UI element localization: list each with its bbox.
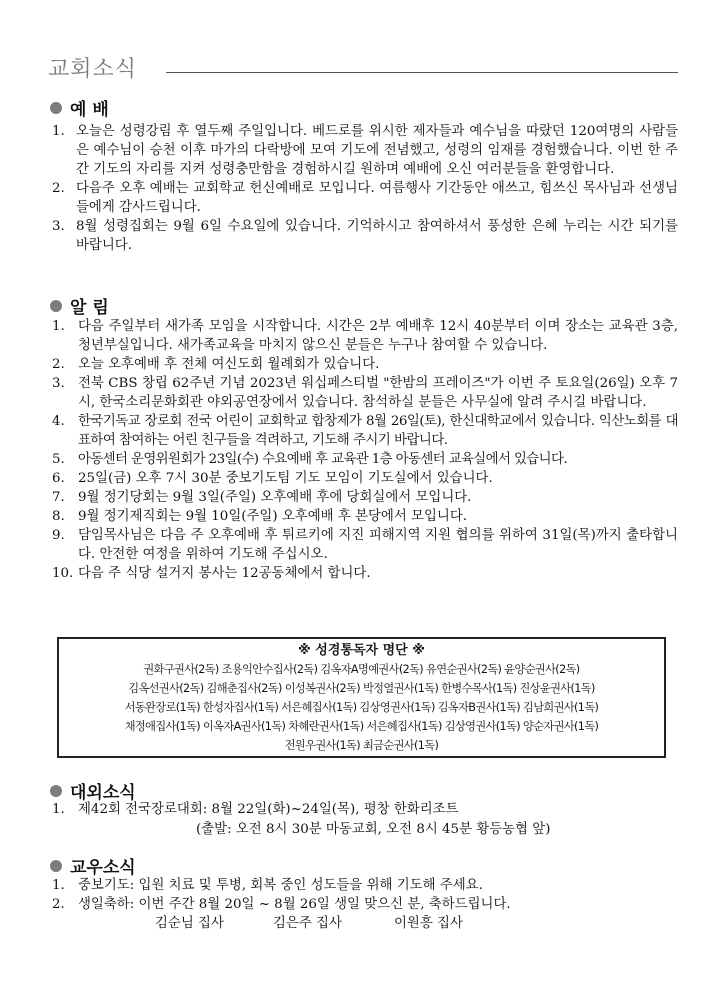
external-item-number: 1. (52, 802, 65, 817)
circle-bullet-icon (50, 785, 62, 797)
list-item (50, 564, 678, 583)
list-item (50, 469, 678, 488)
worship-list (50, 122, 678, 255)
list-item (50, 217, 678, 255)
item-number: 3. (52, 376, 65, 391)
members-item-text: 생일축하: 이번 주간 8월 20일 ~ 8월 26일 생일 맞으신 분, 축하드립니다. (78, 897, 511, 912)
list-item (50, 412, 678, 450)
item-text: 전북 CBS 창립 62주년 기념 2023년 워십페스티벌 "한밤의 프레이즈"가 이번 주 토요일(26일) 오후 7시, 한국소리문화회관 야외공연장에서 있습니다. 참석하실 분들은 사무실에 알려 주시길 바랍니다. (78, 376, 678, 410)
item-text: 다음 주일부터 새가족 모임을 시작합니다. 시간은 2부 예배후 12시 40분부터 이며 장소는 교육관 3층, 청년부실입니다. 새가족교육을 마치지 않으신 분들은 누구나 참여할 수 있습니다. (78, 319, 678, 353)
section-header (48, 52, 678, 86)
item-text: 25일(금) 오후 7시 30분 중보기도팀 기도 모임이 기도실에서 있습니다. (78, 471, 493, 486)
item-text: 오늘은 성령강림 후 열두째 주일입니다. 베드로를 위시한 제자들과 예수님을 따랐던 120여명의 사람들은 예수님이 승천 이후 마가의 다락방에 모여 기도에 전념했고, 성령의 임재를 경험했습니다. 이번 한 주간 기도의 자리를 지켜 성령충만함을 경험하시길 원하며 예배에 오신 여러분들을 환영합니다. (76, 124, 678, 177)
notice-title: 알 림 (70, 298, 109, 318)
item-text: 9월 정기당회는 9월 3일(주일) 오후예배 후에 당회실에서 모입니다. (78, 490, 472, 505)
list-item (50, 526, 678, 564)
external-title: 대외소식 (70, 783, 136, 803)
item-text: 오늘 오후예배 후 전체 여신도회 월례회가 있습니다. (78, 357, 380, 372)
item-text: 담임목사님은 다음 주 오후예배 후 튀르키에 지진 피해지역 지원 협의를 위하여 31일(목)까지 출타합니다. 안전한 여정을 위하여 기도해 주십시오. (78, 528, 678, 562)
item-number: 2. (52, 181, 65, 196)
header-divider (166, 72, 678, 73)
worship-heading (50, 95, 109, 120)
list-item (50, 374, 678, 412)
item-text: 아동센터 운영위원회가 23일(수) 수요예배 후 교육관 1층 아동센터 교육실에서 있습니다. (78, 452, 567, 467)
item-number: 9. (52, 528, 65, 543)
members-heading (50, 853, 136, 878)
circle-bullet-icon (50, 300, 62, 312)
item-text: 한국기독교 장로회 전국 어린이 교회학교 합창제가 8월 26일(토), 한신대학교에서 있습니다. 익산노회를 대표하여 참여하는 어린 친구들을 격려하고, 기도해 주시기 바랍니다. (78, 414, 678, 448)
members-item-number: 1. (52, 878, 65, 893)
list-item (50, 122, 678, 179)
notice-list (50, 317, 678, 583)
birthday-name: 이원흥 집사 (394, 916, 463, 931)
readers-title: ※ 성경통독자 명단 ※ (298, 643, 425, 658)
members-item-number: 2. (52, 897, 65, 912)
circle-bullet-icon (50, 102, 62, 114)
item-number: 7. (52, 490, 65, 505)
page-title: 교회소식 (48, 57, 138, 82)
readers-line: 권화구권사(2독) 조용익안수집사(2독) 김옥자A명예권사(2독) 유연순권사(2독) 윤양순권사(2독) (143, 663, 580, 676)
list-item (50, 317, 678, 355)
worship-title: 예 배 (70, 100, 109, 120)
external-item-subtext: (출발: 오전 8시 30분 마동교회, 오전 8시 45분 황등농협 앞) (196, 822, 551, 837)
list-item (50, 450, 678, 469)
item-number: 1. (52, 319, 65, 334)
readers-line: 서동완장로(1독) 한성자집사(1독) 서은혜집사(1독) 김상영권사(1독) 김옥자B권사(1독) 김남희권사(1독) (124, 701, 599, 714)
members-title: 교우소식 (70, 858, 136, 878)
item-text: 8월 성령집회는 9월 6일 수요일에 있습니다. 기억하시고 참여하셔서 풍성한 은혜 누리는 시간 되기를 바랍니다. (76, 219, 678, 253)
item-number: 8. (52, 509, 65, 524)
item-text: 9월 정기제직회는 9월 10일(주일) 오후예배 후 본당에서 모입니다. (78, 509, 468, 524)
list-item (50, 179, 678, 217)
external-item-text: 제42회 전국장로대회: 8월 22일(화)~24일(목), 평창 한화리조트 (78, 802, 459, 817)
members-item-text: 중보기도: 입원 치료 및 투병, 회복 중인 성도들을 위해 기도해 주세요. (78, 878, 483, 893)
item-text: 다음 주 식당 설거지 봉사는 12공동체에서 합니다. (78, 566, 371, 581)
item-number: 3. (52, 219, 65, 234)
readers-line: 전원우권사(1독) 최금순권사(1독) (284, 739, 439, 752)
readers-line: 채정애집사(1독) 이옥자A권사(1독) 차혜란권사(1독) 서은혜집사(1독) 김상영권사(1독) 양순자권사(1독) (124, 720, 599, 733)
readers-line: 김옥선권사(2독) 김해춘집사(2독) 이성복권사(2독) 박정열권사(1독) 한병수목사(1독) 진상윤권사(1독) (128, 682, 595, 695)
item-number: 5. (52, 452, 65, 467)
notice-heading (50, 293, 109, 318)
item-number: 2. (52, 357, 65, 372)
list-item (50, 488, 678, 507)
birthday-name: 김은주 집사 (273, 916, 342, 931)
item-number: 6. (52, 471, 65, 486)
item-number: 1. (52, 124, 65, 139)
circle-bullet-icon (50, 860, 62, 872)
list-item (50, 355, 678, 374)
bible-readers-box (57, 637, 666, 758)
item-number: 4. (52, 414, 65, 429)
item-number: 10. (52, 566, 74, 581)
item-text: 다음주 오후 예배는 교회학교 헌신예배로 모입니다. 여름행사 기간동안 애쓰고, 힘쓰신 목사님과 선생님들에게 감사드립니다. (76, 181, 678, 215)
list-item (50, 507, 678, 526)
birthday-name: 김순님 집사 (155, 916, 224, 931)
